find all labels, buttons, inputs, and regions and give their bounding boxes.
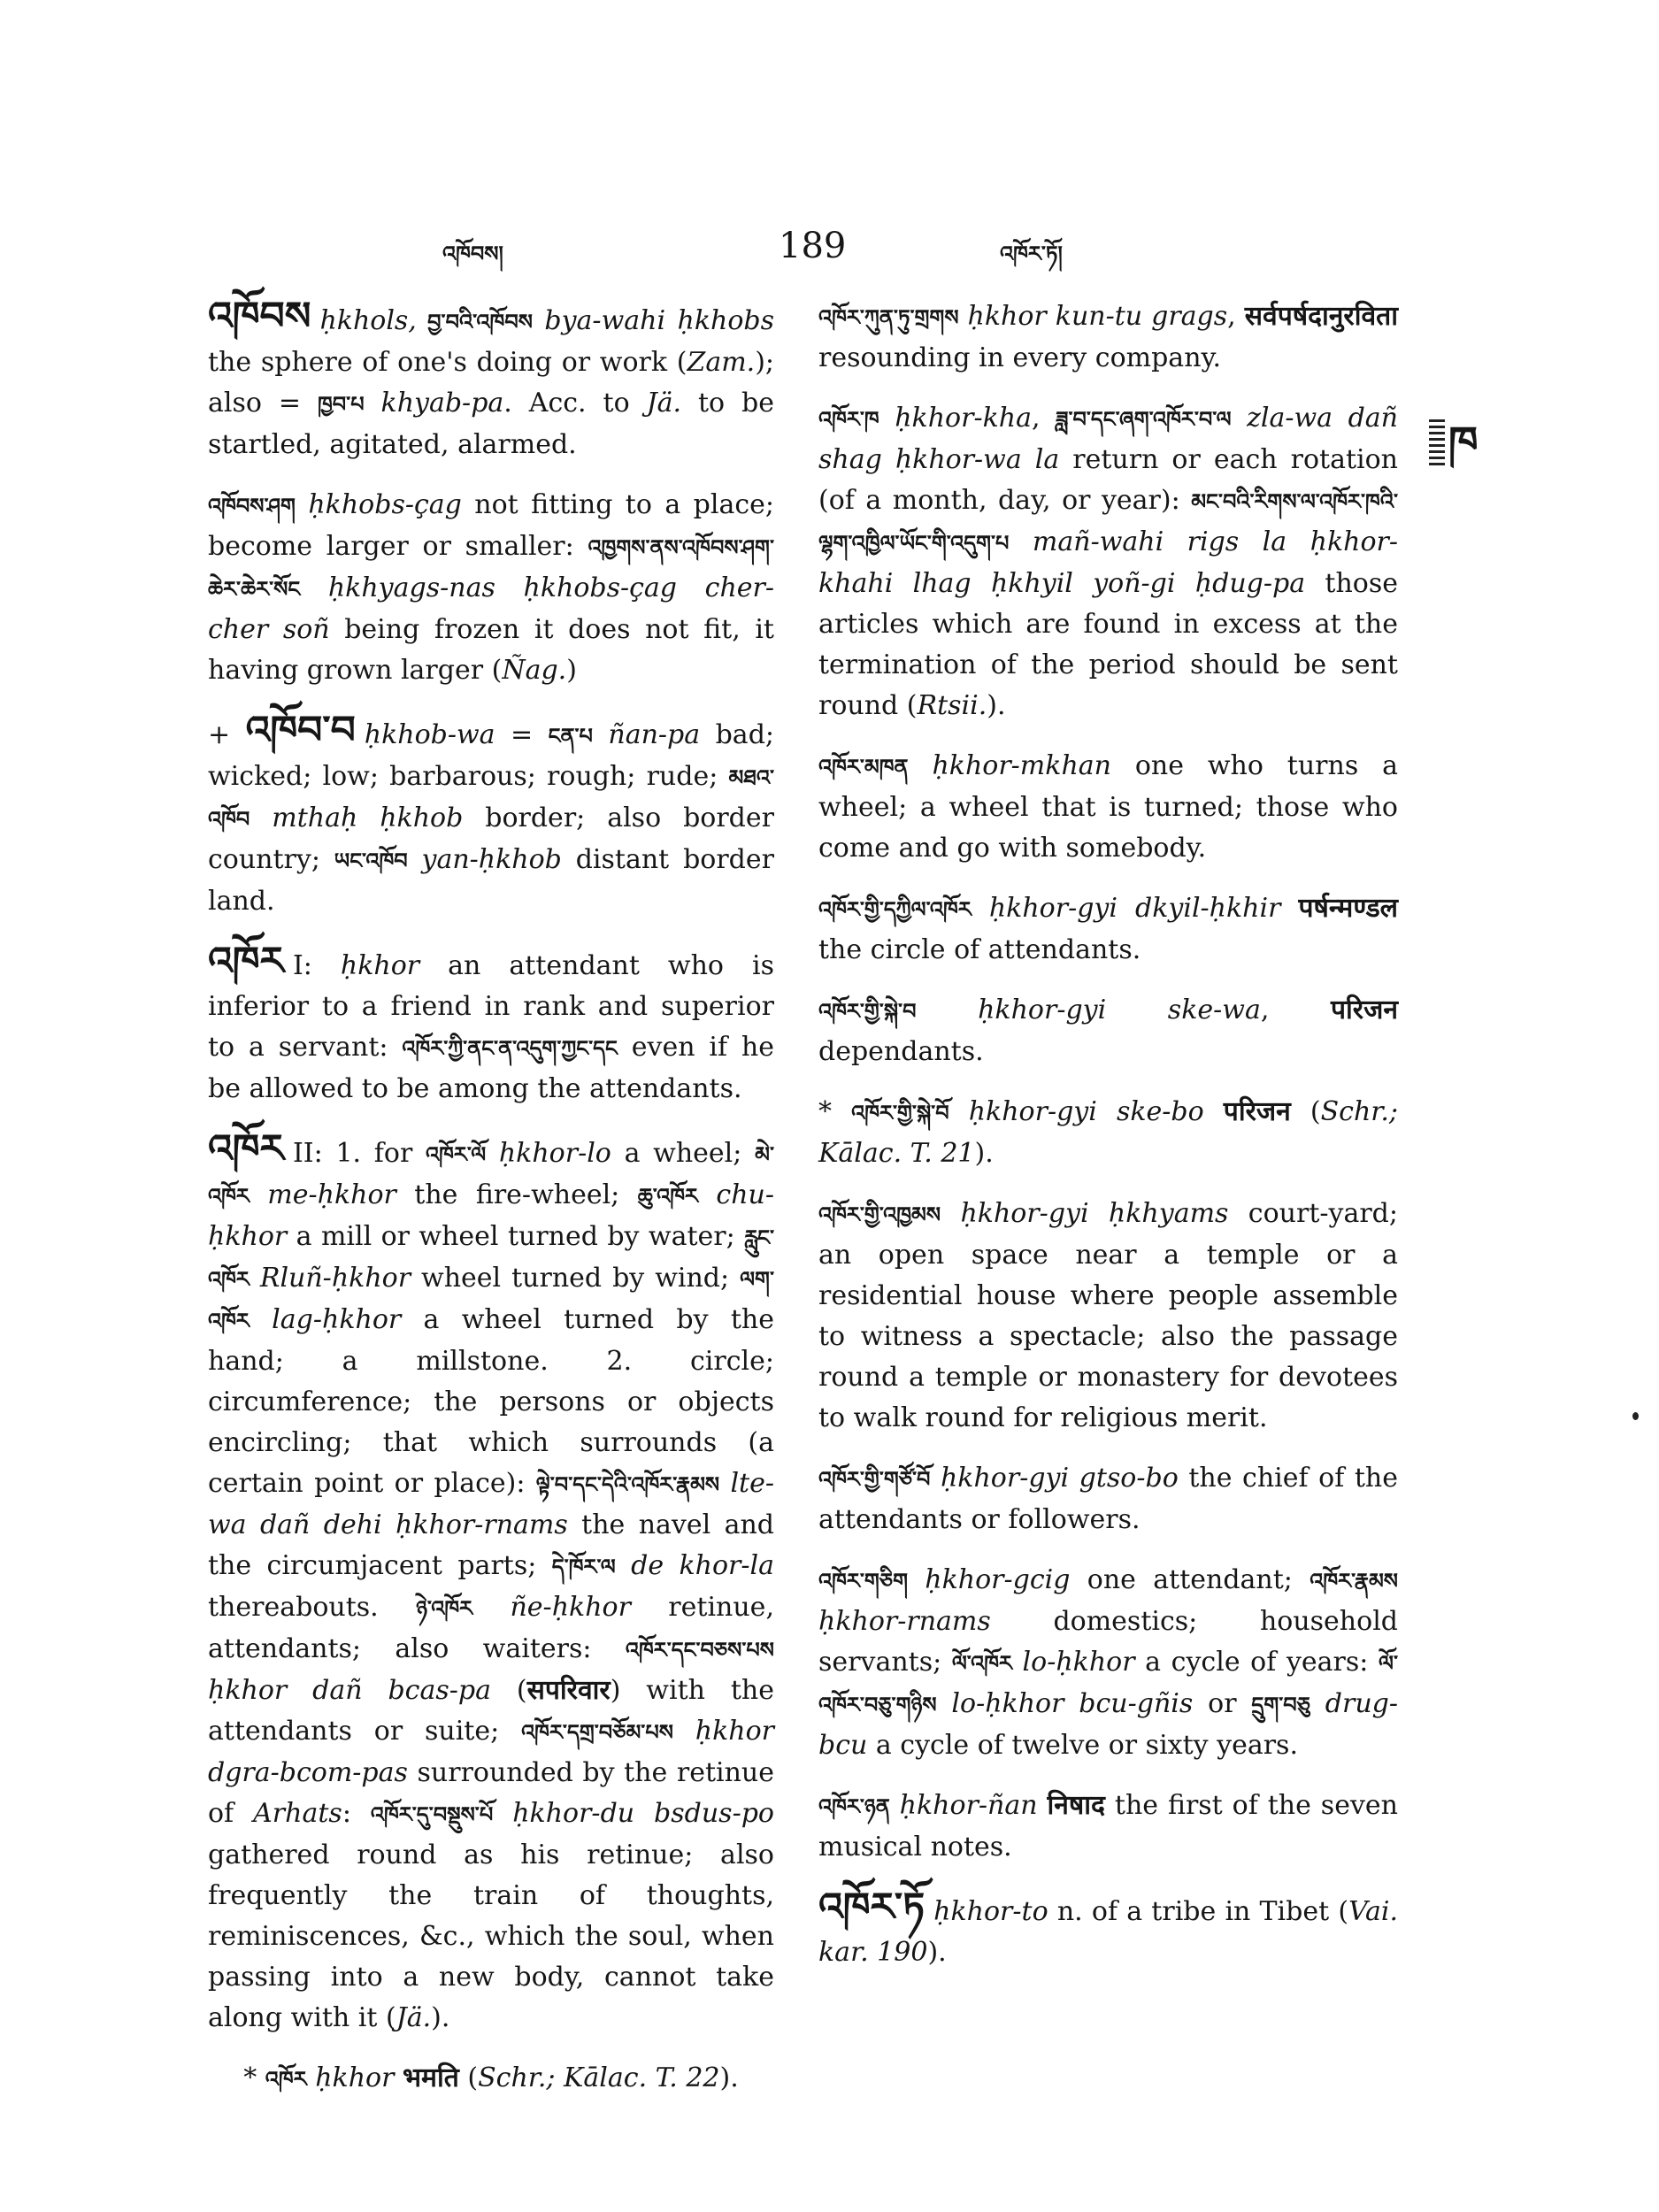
definition-text: one attendant; [1070, 1564, 1310, 1595]
definition-text: retinue, attendants; also waiters: [208, 1592, 774, 1664]
romanized-text: bya-wahi ḥkhobs [532, 305, 774, 336]
definition-text: a cycle of twelve or sixty years. [867, 1730, 1298, 1761]
tibetan-text: འཁོར་གྱི་དཀྱིལ་འཁོར [818, 896, 972, 922]
tibetan-text: ལག་འཁོར [208, 1266, 774, 1333]
dictionary-entry [208, 485, 774, 691]
definition-text: not fitting to a place; become larger or smaller: [208, 489, 774, 562]
romanized-text: ḥkhols, [319, 305, 417, 336]
tibetan-text: ངན་པ [548, 723, 593, 749]
tibetan-text: ཁྱབ་པ [317, 391, 365, 417]
definition-text: ( [490, 1675, 527, 1706]
dictionary-entry [818, 1560, 1398, 1766]
entry-headword: འཁོར [208, 939, 284, 984]
sanskrit-text: पर्षन्मण्डल [1298, 893, 1398, 924]
romanized-text: ḥkhor-rnams [818, 1606, 991, 1637]
tibetan-text: འཁོར་གྱི་སྐེ་བ [818, 998, 917, 1024]
definition-text: * [818, 1096, 852, 1127]
romanized-text: ḥkhor-lo [486, 1138, 611, 1169]
definition-text: those articles which are found in excess at the termination of the period should be sent round ( [818, 568, 1398, 721]
definition-text: dependants. [818, 1036, 984, 1067]
romanized-text: ḥkhor-gyi ske-bo [949, 1096, 1204, 1127]
definition-text: ( [458, 2062, 479, 2093]
tibetan-text: འཁོར་རྣམས [1310, 1568, 1398, 1594]
definition-text: even if he be allowed to be among the attendants. [208, 1032, 774, 1104]
definition-text: ( [1290, 1096, 1321, 1127]
romanized-text: Ñag. [502, 655, 567, 686]
page-number: 189 [779, 226, 847, 266]
sanskrit-text: सर्वपर्षदानुरविता [1244, 301, 1399, 332]
dictionary-entry [208, 296, 774, 465]
page-header [239, 226, 1407, 288]
definition-text: or [1193, 1688, 1252, 1719]
definition-text: one who turns a wheel; a wheel that is turned; those who come and go with somebody. [818, 750, 1398, 864]
tibetan-text: མཐའ་འཁོབ [208, 764, 774, 832]
tibetan-text: འཁོར་ཁ [818, 406, 879, 432]
romanized-text: ḥkhor [306, 2062, 403, 2093]
definition-text: a cycle of years: [1134, 1647, 1379, 1678]
definition-text: ). [927, 1937, 947, 1968]
definition-text: ). [987, 690, 1006, 721]
definition-text: a mill or wheel turned by water; [287, 1221, 745, 1252]
definition-text: bad; wicked; low; barbarous; rough; rude; [208, 719, 774, 792]
definition-text: ) [566, 655, 577, 686]
entry-headword: འཁོབ་བ [245, 708, 356, 753]
dictionary-entry [818, 1092, 1398, 1174]
dictionary-entry [818, 1458, 1398, 1540]
definition-text: = [495, 719, 549, 750]
romanized-text: ḥkhor-mkhan [908, 750, 1111, 781]
romanized-text: Schr.; Kālac. T. 22 [478, 2062, 720, 2093]
tibetan-text: ཉེ་འཁོར [416, 1595, 473, 1621]
romanized-text: lte-wa dañ dehi ḥkhor-rnams [208, 1468, 774, 1540]
sanskrit-text: परिजन [1331, 995, 1398, 1025]
romanized-text: lo-ḥkhor [1011, 1647, 1135, 1678]
dictionary-entry [818, 990, 1398, 1072]
romanized-text: mañ-wahi rigs la ḥkhor-khahi lhag ḥkhyil yoñ-gi ḥdug-pa [818, 526, 1398, 599]
tibetan-text: འཁོར་གྱི་གཙོ་བོ [818, 1466, 931, 1492]
definition-text: being frozen it does not fit, it having grown larger ( [208, 614, 774, 686]
definition-text: the navel and the circumjacent parts; [208, 1509, 774, 1581]
tibetan-text: མང་བའི་རིགས་ལ་འཁོར་ཁའི་ལྷག་འཁྱིལ་ཡོང་གི་འདུག་པ [818, 488, 1398, 556]
romanized-text: ḥkhyags-nas ḥkhobs-çag cher-cher soñ [208, 572, 774, 645]
definition-text: gathered round as his retinue; also frequently the train of thoughts, reminiscences, &c., which the soul, when passing into a new body, cannot take along with it ( [208, 1839, 774, 2033]
romanized-text: Rtsii. [917, 690, 987, 721]
definition-text: ). [431, 2002, 450, 2033]
definition-text: , [1032, 403, 1056, 434]
dictionary-entry [818, 296, 1398, 379]
tibetan-text: མེ་འཁོར [208, 1141, 774, 1209]
tibetan-text: བྱ་བའི་འཁོབས [427, 309, 533, 334]
romanized-text: lag-ḥkhor [249, 1304, 402, 1335]
romanized-text: khyab-pa [364, 388, 504, 419]
tibetan-text: འཁོར་ཀྱི་ནང་ན་འདུག་ཀྱང་དང [402, 1035, 618, 1061]
definition-text: resounding in every company. [818, 342, 1222, 373]
definition-text: , [1227, 301, 1245, 332]
thumb-index-glyph: ཁ [1448, 418, 1479, 467]
romanized-text: ḥkhor-gcig [907, 1564, 1071, 1595]
definition-text: . Acc. to [503, 388, 647, 419]
definition-text: to be startled, agitated, alarmed. [208, 388, 774, 460]
romanized-text: ḥkhor-ñan [889, 1790, 1038, 1821]
definition-text: distant border land. [208, 844, 774, 917]
romanized-text: me-ḥkhor [249, 1179, 396, 1210]
definition-text: the fire-wheel; [396, 1179, 638, 1210]
definition-text: the sphere of one's doing or work ( [208, 347, 687, 378]
definition-text: a wheel; [611, 1138, 756, 1169]
tibetan-text: ལོ་འཁོར་བཅུ་གཉིས [818, 1650, 1398, 1717]
entry-headword: འཁོར [208, 1126, 284, 1171]
definition-text: thereabouts. [208, 1592, 417, 1623]
romanized-text: ḥkhor-kha [879, 403, 1032, 434]
tibetan-text: ཟླ་བ་དང་ཞག་འཁོར་བ་ལ [1056, 406, 1232, 432]
definition-text [1280, 893, 1298, 924]
definition-text: an attendant who is inferior to a friend in rank and superior to a servant: [208, 950, 774, 1063]
romanized-text: ḥkhor dgra-bcom-pas [208, 1716, 774, 1788]
entry-headword: འཁོབས [208, 294, 311, 339]
romanized-text: Jä. [396, 2002, 432, 2033]
dictionary-entry [208, 710, 774, 922]
romanized-text: ñe-ḥkhor [472, 1592, 631, 1623]
definition-text: ) with the attendants or suite; [208, 1675, 774, 1747]
romanized-text: ḥkhor-gyi gtso-bo [930, 1463, 1179, 1494]
tibetan-text: འཁོར་དུ་བསྡུས་པོ [370, 1801, 494, 1827]
tibetan-text: འཁོར་ལོ [426, 1141, 487, 1167]
definition-text: wheel turned by wind; [411, 1263, 741, 1294]
definition-text: , [1260, 995, 1331, 1025]
romanized-text: lo-ḥkhor bcu-gñis [936, 1688, 1194, 1719]
sanskrit-text: परिजन [1223, 1096, 1291, 1127]
definition-text: the first of the seven musical notes. [818, 1790, 1398, 1863]
definition-text: * [243, 2062, 265, 2093]
dictionary-entry [818, 1786, 1398, 1868]
dictionary-entry [818, 398, 1398, 726]
dictionary-entry [208, 1126, 774, 2039]
romanized-text: ḥkhor-du bsdus-po [493, 1798, 774, 1829]
definition-text: border; also border country; [208, 803, 774, 875]
sanskrit-text: निषाद [1047, 1790, 1105, 1821]
romanized-text: Zam. [687, 347, 756, 378]
tibetan-text: ལྟེ་བ་དང་དེའི་འཁོར་རྣམས [535, 1471, 720, 1497]
tibetan-text: འཁོར་དགྲ་བཅོམ་པས [521, 1719, 673, 1745]
romanized-text: ḥkhor kun-tu grags [958, 301, 1228, 332]
definition-text: ). [974, 1138, 994, 1169]
tibetan-text: འཁོར་མཁན [818, 754, 909, 780]
entry-headword: འཁོར་ཏོ [818, 1885, 926, 1930]
dictionary-entry [818, 1194, 1398, 1439]
romanized-text: Arhats [253, 1798, 342, 1829]
thumb-index-bars [1429, 419, 1445, 465]
tibetan-text: རླུང་འཁོར [208, 1225, 774, 1292]
romanized-text: Jä. [646, 388, 682, 419]
dictionary-entry [818, 1887, 1398, 1973]
romanized-text: Vai. kar. 190 [818, 1896, 1398, 1968]
tibetan-text [417, 309, 427, 334]
tibetan-text: འཁོར་ཀུན་ཏུ་གྲགས [818, 304, 959, 330]
tibetan-text: ཡང་འཁོབ [334, 848, 408, 873]
header-left-guide-word: འཁོབས། [442, 241, 503, 266]
definition-text: a wheel turned by the hand; a millstone. 2. circle; circumference; the persons or objects encircling; that which surrounds (a certain point or place): [208, 1304, 774, 1499]
tibetan-text: འཁྱགས་ནས་འཁོབས་ཤག་ཆེར་ཆེར་སོང [208, 534, 774, 602]
definition-text: surrounded by the retinue of [208, 1757, 774, 1829]
romanized-text: drug-bcu [818, 1688, 1398, 1761]
definition-text: n. of a tribe in Tibet ( [1048, 1896, 1349, 1927]
definition-text: ); also = [208, 347, 774, 419]
sanskrit-text: भमति [402, 2062, 459, 2093]
romanized-text: Schr.; Kālac. T. 21 [818, 1096, 1398, 1169]
tibetan-text: འཁོར་དང་བཅས་པས [625, 1637, 774, 1663]
definition-text: the chief of the attendants or followers. [818, 1463, 1398, 1535]
definition-text: return or each rotation (of a month, day, or year): [818, 444, 1398, 516]
romanized-text: ḥkhor-gyi dkyil-ḥkhir [971, 893, 1281, 924]
romanized-text: ñan-pa [592, 719, 701, 750]
romanized-text: ḥkhobs-çag [295, 489, 462, 520]
romanized-text: ḥkhor dañ bcas-pa [208, 1675, 491, 1706]
tibetan-text: འཁོར་གྱི་སྐེ་བོ [851, 1100, 949, 1125]
dictionary-entry [818, 888, 1398, 971]
definition-text: ). [719, 2062, 739, 2093]
left-column [208, 296, 774, 2119]
margin-dot [1632, 1412, 1639, 1420]
romanized-text: ḥkhob-wa [364, 719, 495, 750]
tibetan-text: འཁོར་ཉན [818, 1793, 890, 1819]
romanized-text: Rluñ-ḥkhor [249, 1263, 411, 1294]
tibetan-text: དྲུག་བཅུ [1251, 1692, 1310, 1717]
right-column [818, 296, 1398, 1993]
tibetan-text: ལོ་འཁོར [951, 1650, 1012, 1676]
tibetan-text: འཁོར [265, 2066, 307, 2092]
header-right-guide-word: འཁོར་ཏོ། [1000, 241, 1063, 266]
romanized-text: de khor-la [615, 1550, 774, 1581]
definition-text: domestics; household servants; [818, 1606, 1398, 1678]
definition-text: the circle of attendants. [818, 934, 1141, 965]
sanskrit-text: सपरिवार [526, 1675, 611, 1706]
definition-text: : [342, 1798, 371, 1829]
entry-marker: + [208, 719, 246, 750]
romanized-text: ḥkhor [340, 950, 420, 981]
definition-text: court-yard; an open space near a temple or a residential house where people assemble to witness a spectacle; also the passage round a temple or monastery for devotees to walk round for religious merit. [818, 1198, 1398, 1433]
definition-text: I: [292, 950, 341, 981]
dictionary-entry [208, 941, 774, 1110]
tibetan-text: ཆུ་འཁོར [637, 1183, 698, 1209]
tibetan-text: འཁོར་གྱི་འཁྱམས [818, 1202, 941, 1227]
definition-text [1204, 1096, 1224, 1127]
romanized-text: ḥkhor-gyi ske-wa [916, 995, 1261, 1025]
romanized-text: ḥkhor-to [933, 1896, 1048, 1927]
romanized-text: zla-wa dañ shag ḥkhor-wa la [818, 403, 1398, 475]
dictionary-entry [208, 2058, 774, 2100]
romanized-text: chu-ḥkhor [208, 1179, 774, 1252]
romanized-text: ḥkhor-gyi ḥkhyams [941, 1198, 1229, 1229]
definition-text: II: 1. for [292, 1138, 426, 1169]
thumb-index-tab [1429, 416, 1491, 469]
tibetan-text: དེ་ཁོར་ལ [551, 1554, 616, 1579]
dictionary-entry [818, 746, 1398, 869]
tibetan-text: འཁོར་གཅིག [818, 1568, 908, 1594]
tibetan-text: འཁོབས་ཤག [208, 493, 296, 518]
definition-text [1038, 1790, 1048, 1821]
romanized-text: mthaḥ ḥkhob [250, 803, 464, 833]
romanized-text: yan-ḥkhob [407, 844, 562, 875]
